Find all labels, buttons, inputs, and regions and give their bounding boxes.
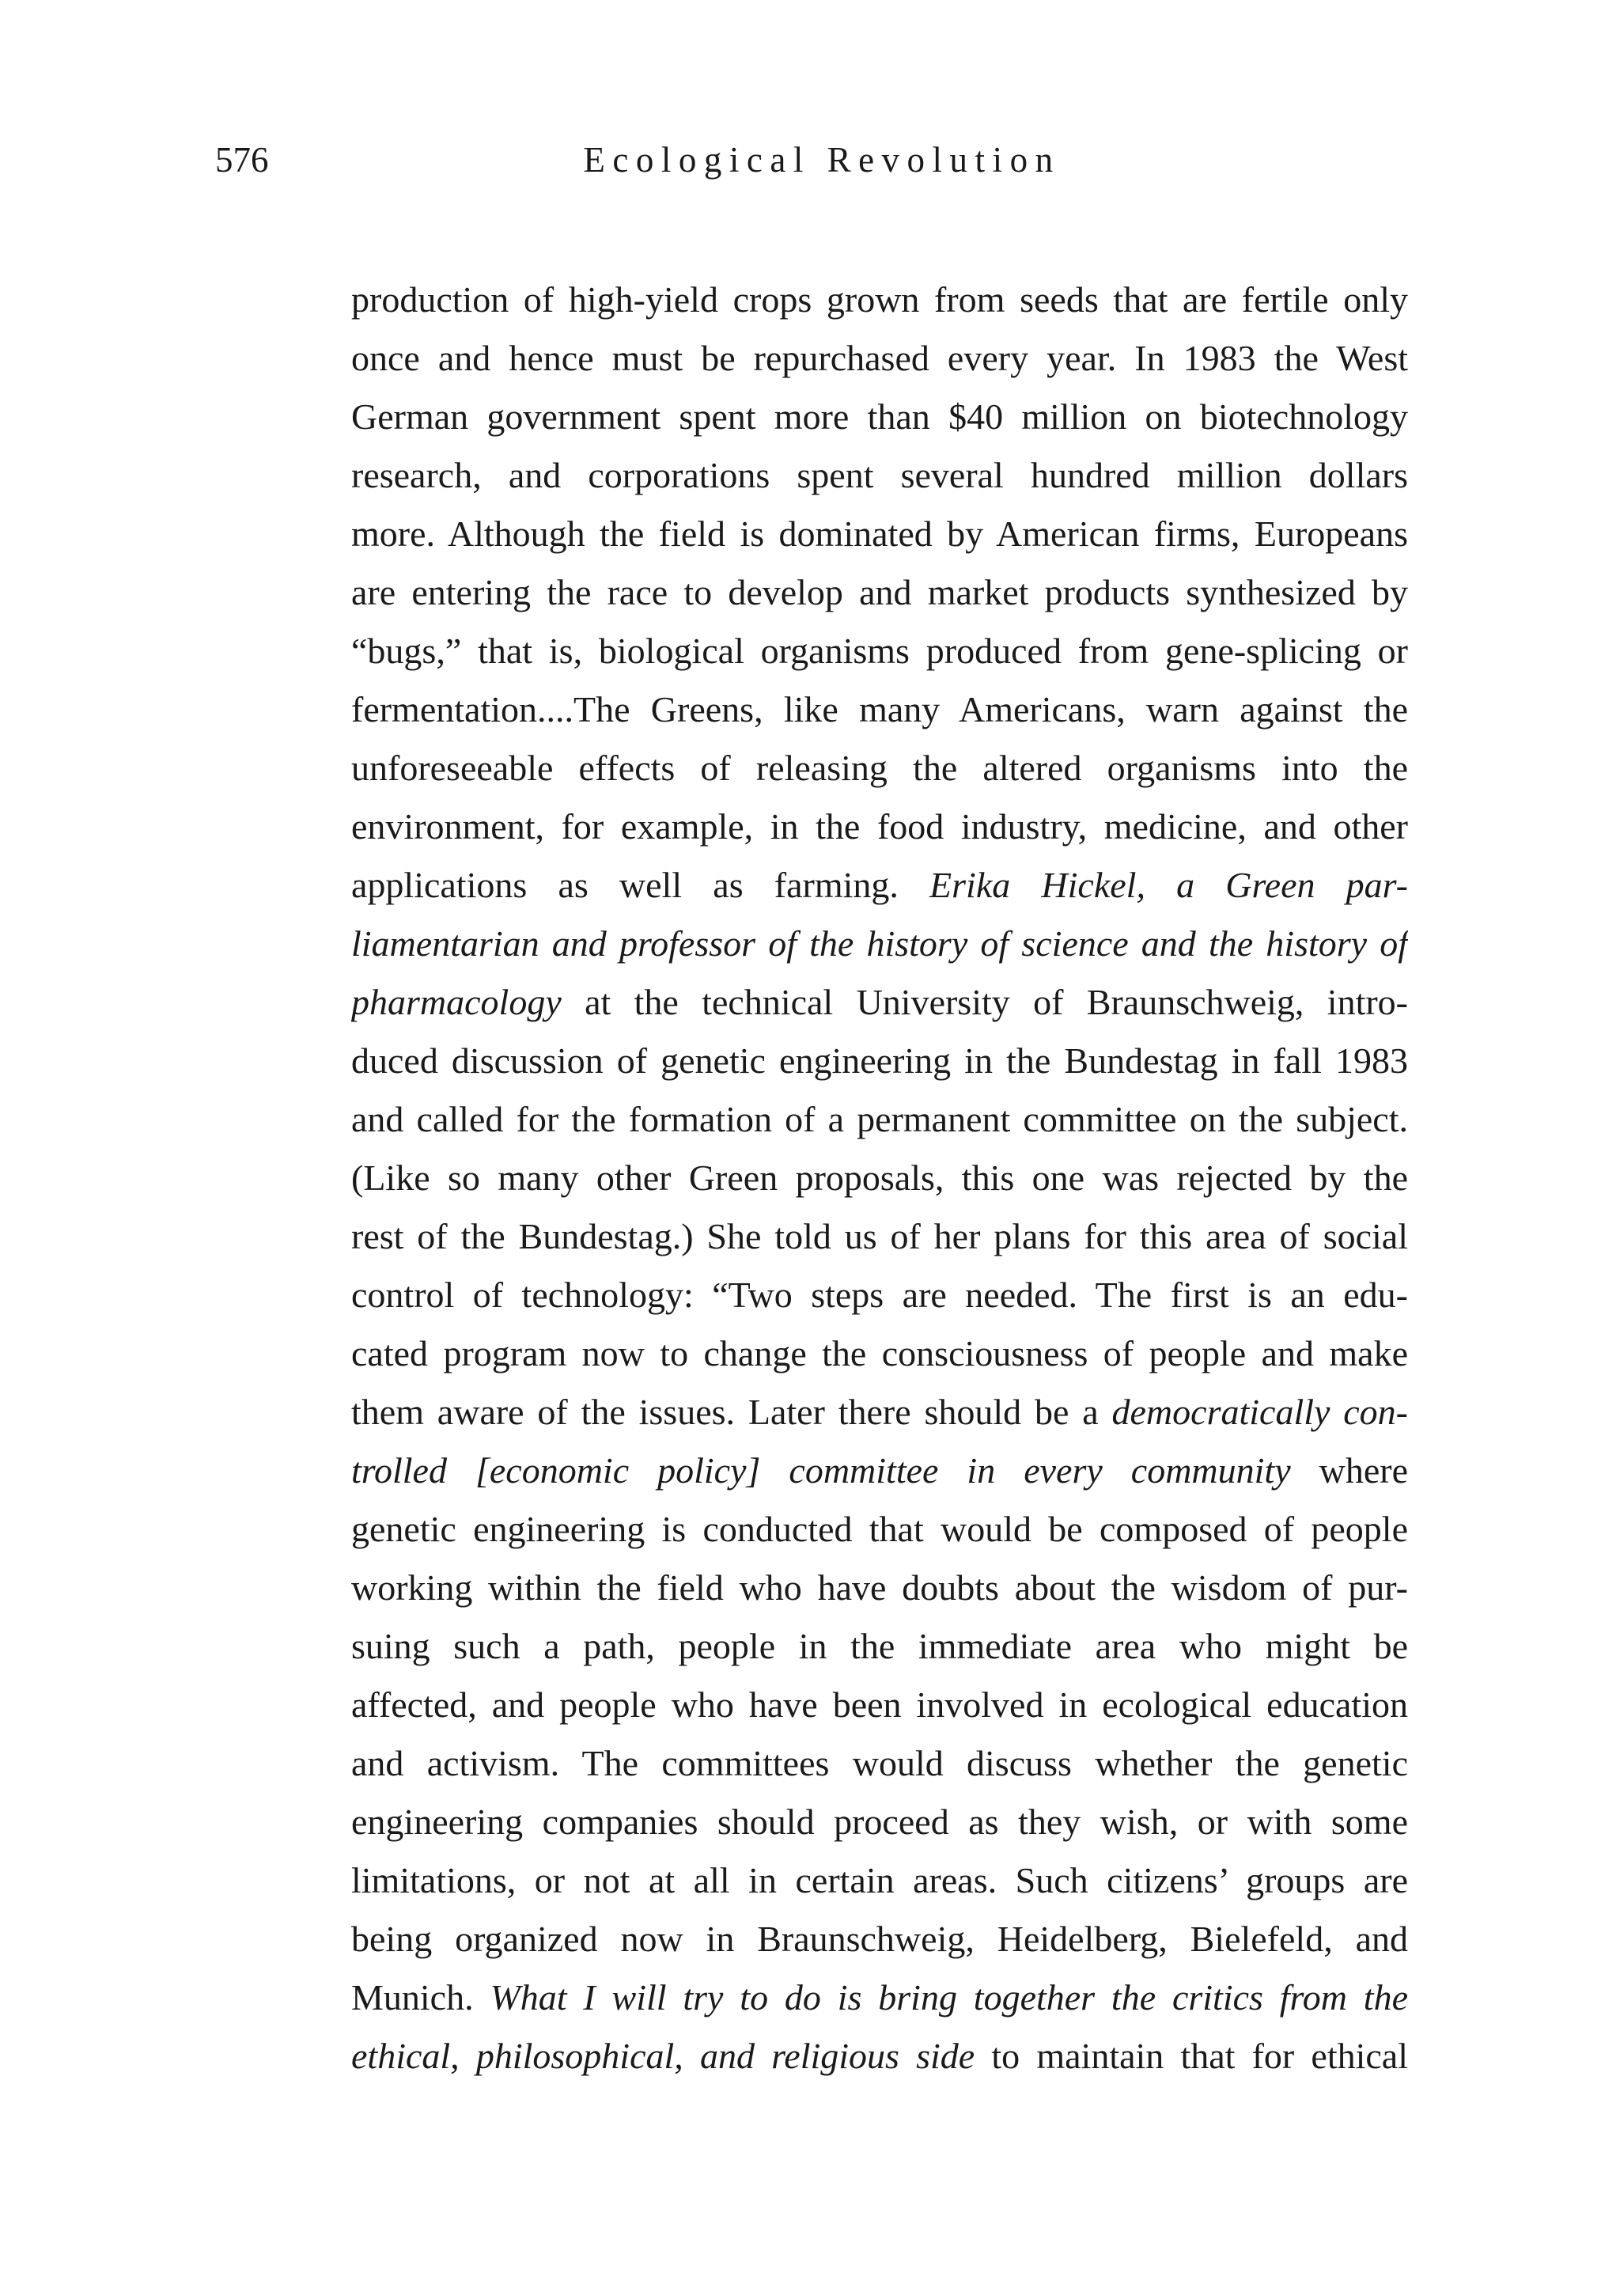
- text-run: and called for the formation of a permanent committee on the subject.: [351, 1099, 1408, 1139]
- text-line: [351, 856, 1408, 915]
- text-line: [351, 798, 1408, 856]
- text-line: [351, 1734, 1408, 1793]
- text-line: [351, 1793, 1408, 1851]
- text-run: being organized now in Braunschweig, Heidelberg, Bielefeld, and: [351, 1919, 1408, 1959]
- text-run: research, and corporations spent several hundred million dollars: [351, 455, 1408, 495]
- text-line: [351, 1032, 1408, 1090]
- text-run: where: [1290, 1450, 1408, 1491]
- text-line: [351, 563, 1408, 622]
- italic-text: democratically con-: [1111, 1392, 1408, 1432]
- text-run: applications as well as farming.: [351, 865, 930, 905]
- text-line: [351, 329, 1408, 388]
- text-line: [351, 622, 1408, 680]
- text-run: unforeseeable effects of releasing the altered organisms into the: [351, 748, 1408, 788]
- italic-text: What I will try to do is bring together the critics from the: [490, 1977, 1408, 2018]
- text-line: [351, 388, 1408, 446]
- text-run: control of technology: “Two steps are needed. The first is an edu-: [351, 1275, 1408, 1315]
- text-line: [351, 1090, 1408, 1149]
- text-run: once and hence must be repurchased every year. In 1983 the West: [351, 338, 1408, 378]
- text-line: [351, 1851, 1408, 1910]
- text-run: at the technical University of Braunschweig, intro-: [561, 982, 1408, 1022]
- text-line: [351, 1383, 1408, 1442]
- text-line: [351, 915, 1408, 973]
- text-line: [351, 1442, 1408, 1500]
- text-run: to maintain that for ethical: [975, 2036, 1408, 2076]
- text-line: [351, 271, 1408, 329]
- text-line: [351, 1324, 1408, 1383]
- text-line: [351, 973, 1408, 1032]
- text-run: “bugs,” that is, biological organisms produced from gene-splicing or: [351, 631, 1408, 671]
- text-line: [351, 1559, 1408, 1617]
- text-run: German government spent more than $40 million on biotechnology: [351, 396, 1408, 437]
- text-run: cated program now to change the consciousness of people and make: [351, 1333, 1408, 1373]
- text-line: [351, 1207, 1408, 1266]
- text-line: [351, 1266, 1408, 1324]
- text-run: them aware of the issues. Later there should be a: [351, 1392, 1112, 1432]
- italic-text: trolled [economic policy] committee in every community: [351, 1450, 1291, 1491]
- page-number: 576: [215, 140, 269, 180]
- text-run: fermentation....The Greens, like many Americans, warn against the: [351, 689, 1408, 729]
- text-run: duced discussion of genetic engineering in the Bundestag in fall 1983: [351, 1040, 1408, 1081]
- text-line: [351, 680, 1408, 739]
- text-run: Munich.: [351, 1977, 490, 2018]
- text-run: are entering the race to develop and market products synthesized by: [351, 572, 1408, 612]
- text-run: suing such a path, people in the immediate area who might be: [351, 1626, 1408, 1666]
- text-line: [351, 505, 1408, 563]
- text-line: [351, 739, 1408, 798]
- text-run: more. Although the field is dominated by American firms, Europeans: [351, 513, 1408, 554]
- text-line: [351, 446, 1408, 505]
- text-line: [351, 1500, 1408, 1559]
- body-text: [351, 271, 1408, 2086]
- text-run: limitations, or not at all in certain areas. Such citizens’ groups are: [351, 1860, 1408, 1900]
- text-line: [351, 2027, 1408, 2086]
- text-line: [351, 1910, 1408, 1968]
- text-run: rest of the Bundestag.) She told us of her plans for this area of social: [351, 1216, 1408, 1256]
- italic-text: pharmacology: [351, 982, 562, 1022]
- text-run: and activism. The committees would discuss whether the genetic: [351, 1743, 1408, 1783]
- text-run: engineering companies should proceed as they wish, or with some: [351, 1802, 1408, 1842]
- text-run: (Like so many other Green proposals, this one was rejected by the: [351, 1157, 1408, 1198]
- text-run: working within the field who have doubts about the wisdom of pur-: [351, 1567, 1408, 1608]
- running-head-title: Ecological Revolution: [583, 140, 1061, 180]
- text-line: [351, 1676, 1408, 1734]
- italic-text: Erika Hickel, a Green par-: [929, 865, 1408, 905]
- italic-text: liamentarian and professor of the history of science and the history of: [351, 923, 1408, 964]
- text-run: genetic engineering is conducted that would be composed of people: [351, 1509, 1408, 1549]
- text-run: production of high-yield crops grown from seeds that are fertile only: [351, 279, 1408, 320]
- text-run: environment, for example, in the food industry, medicine, and other: [351, 806, 1408, 847]
- text-line: [351, 1617, 1408, 1676]
- text-line: [351, 1968, 1408, 2027]
- italic-text: ethical, philosophical, and religious side: [351, 2036, 975, 2076]
- text-line: [351, 1149, 1408, 1207]
- text-run: affected, and people who have been involved in ecological education: [351, 1684, 1408, 1725]
